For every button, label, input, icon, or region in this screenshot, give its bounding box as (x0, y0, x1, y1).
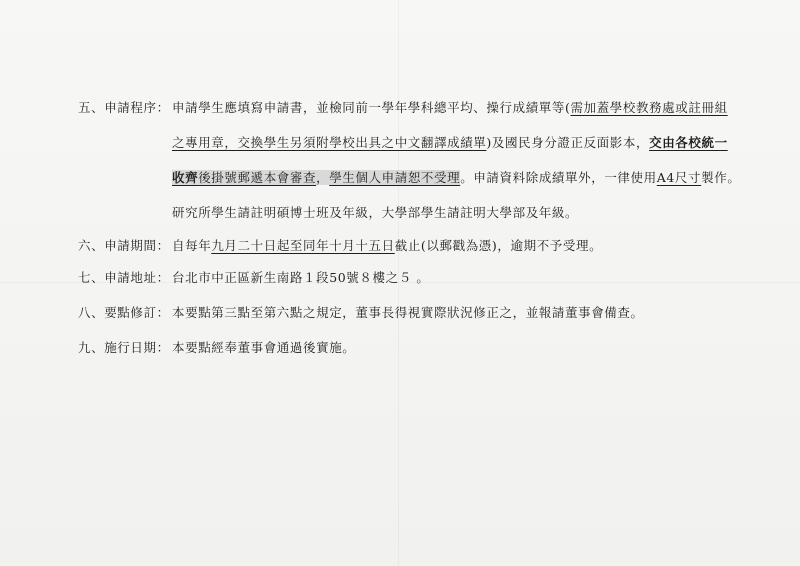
section-5-line-2-c: 交由各校統一 (649, 135, 728, 150)
section-5-line-1-b: 需加蓋學校教務處或註冊組 (570, 100, 728, 115)
section-5-line-3-g: 製作。 (701, 170, 741, 185)
section-5-line-2-b: )及國民身分證正反面影本， (486, 135, 650, 150)
section-5-line-3-text (172, 170, 740, 186)
section-5-line-3-d: 學生個人申請恕不受理 (329, 170, 461, 185)
section-5-line-3-c: ， (316, 170, 330, 185)
section-8-label: 八、要點修訂： (78, 305, 170, 320)
section-5-line-1-text (172, 100, 728, 116)
section-7-text: 台北市中正區新生南路１段50號８樓之５ 。 (172, 270, 430, 285)
section-5-line-2-a: 之專用章，交換學生另須附學校出具之中文翻譯成績單 (172, 135, 487, 150)
section-9-label: 九、施行日期： (78, 340, 170, 355)
section-5-line-1-a: 申請學生應填寫申請書，並檢同前一學年學科總平均、操行成績單等( (172, 100, 571, 115)
section-5-line-3-f: A4尺寸 (656, 170, 702, 185)
section-6-text (172, 238, 602, 254)
section-5-line-3-e: 。申請資料除成績單外，一律使用 (460, 170, 657, 185)
section-5-label: 五、申請程序： (78, 100, 170, 115)
section-6-b: 九月二十日起至同年十月十五日 (211, 238, 395, 253)
section-8-text: 本要點第三點至第六點之規定，董事長得視實際狀況修正之，並報請董事會備查。 (172, 305, 644, 320)
section-5-line-2-text (172, 135, 728, 151)
section-6-c: 截止(以郵戳為憑)，逾期不予受理。 (394, 238, 603, 253)
section-5-line-4-text: 研究所學生請註明碩博士班及年級，大學部學生請註明大學部及年級。 (172, 205, 579, 220)
section-7-label: 七、申請地址： (78, 270, 170, 285)
section-5-line-3-a: 收齊 (172, 170, 199, 185)
section-6-a: 自每年 (172, 238, 212, 253)
section-6-label: 六、申請期間： (78, 238, 170, 253)
section-5-line-3-b: 後掛號郵遞本會審查 (198, 170, 317, 185)
section-9-text: 本要點經奉董事會通過後實施。 (172, 340, 356, 355)
